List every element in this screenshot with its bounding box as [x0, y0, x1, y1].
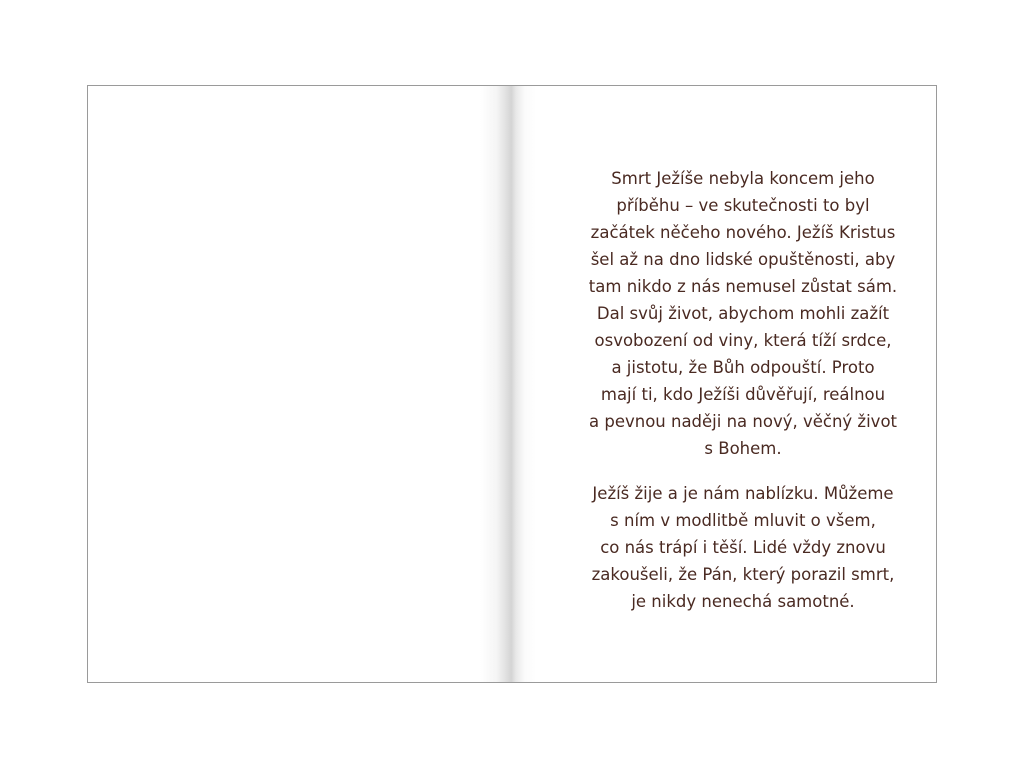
text-line: s ním v modlitbě mluvit o všem, [610, 511, 876, 530]
text-line: zakoušeli, že Pán, který porazil smrt, [591, 565, 895, 584]
text-line: co nás trápí i těší. Lidé vždy znovu [600, 538, 886, 557]
paragraph-1 [533, 165, 937, 462]
right-page [513, 86, 937, 682]
page-text [533, 165, 937, 633]
left-page-blank [88, 86, 513, 682]
text-line: Smrt Ježíše nebyla koncem jeho [611, 169, 875, 188]
text-line: Ježíš žije a je nám nablízku. Můžeme [592, 484, 894, 503]
text-line: tam nikdo z nás nemusel zůstat sám. [588, 277, 898, 296]
text-line: Dal svůj život, abychom mohli zažít [596, 304, 890, 323]
text-line: a pevnou naději na nový, věčný život [588, 412, 898, 431]
paragraph-2 [533, 480, 937, 615]
text-line: mají ti, kdo Ježíši důvěřují, reálnou [600, 385, 886, 404]
text-line: začátek něčeho nového. Ježíš Kristus [590, 223, 896, 242]
text-line: je nikdy nenechá samotné. [631, 592, 855, 611]
text-line: s Bohem. [704, 439, 782, 458]
text-line: a jistotu, že Bůh odpouští. Proto [611, 358, 875, 377]
text-line: šel až na dno lidské opuštěnosti, aby [590, 250, 896, 269]
book-spread [87, 85, 937, 683]
text-line: osvobození od viny, která tíží srdce, [594, 331, 892, 350]
text-line: příběhu – ve skutečnosti to byl [616, 196, 870, 215]
